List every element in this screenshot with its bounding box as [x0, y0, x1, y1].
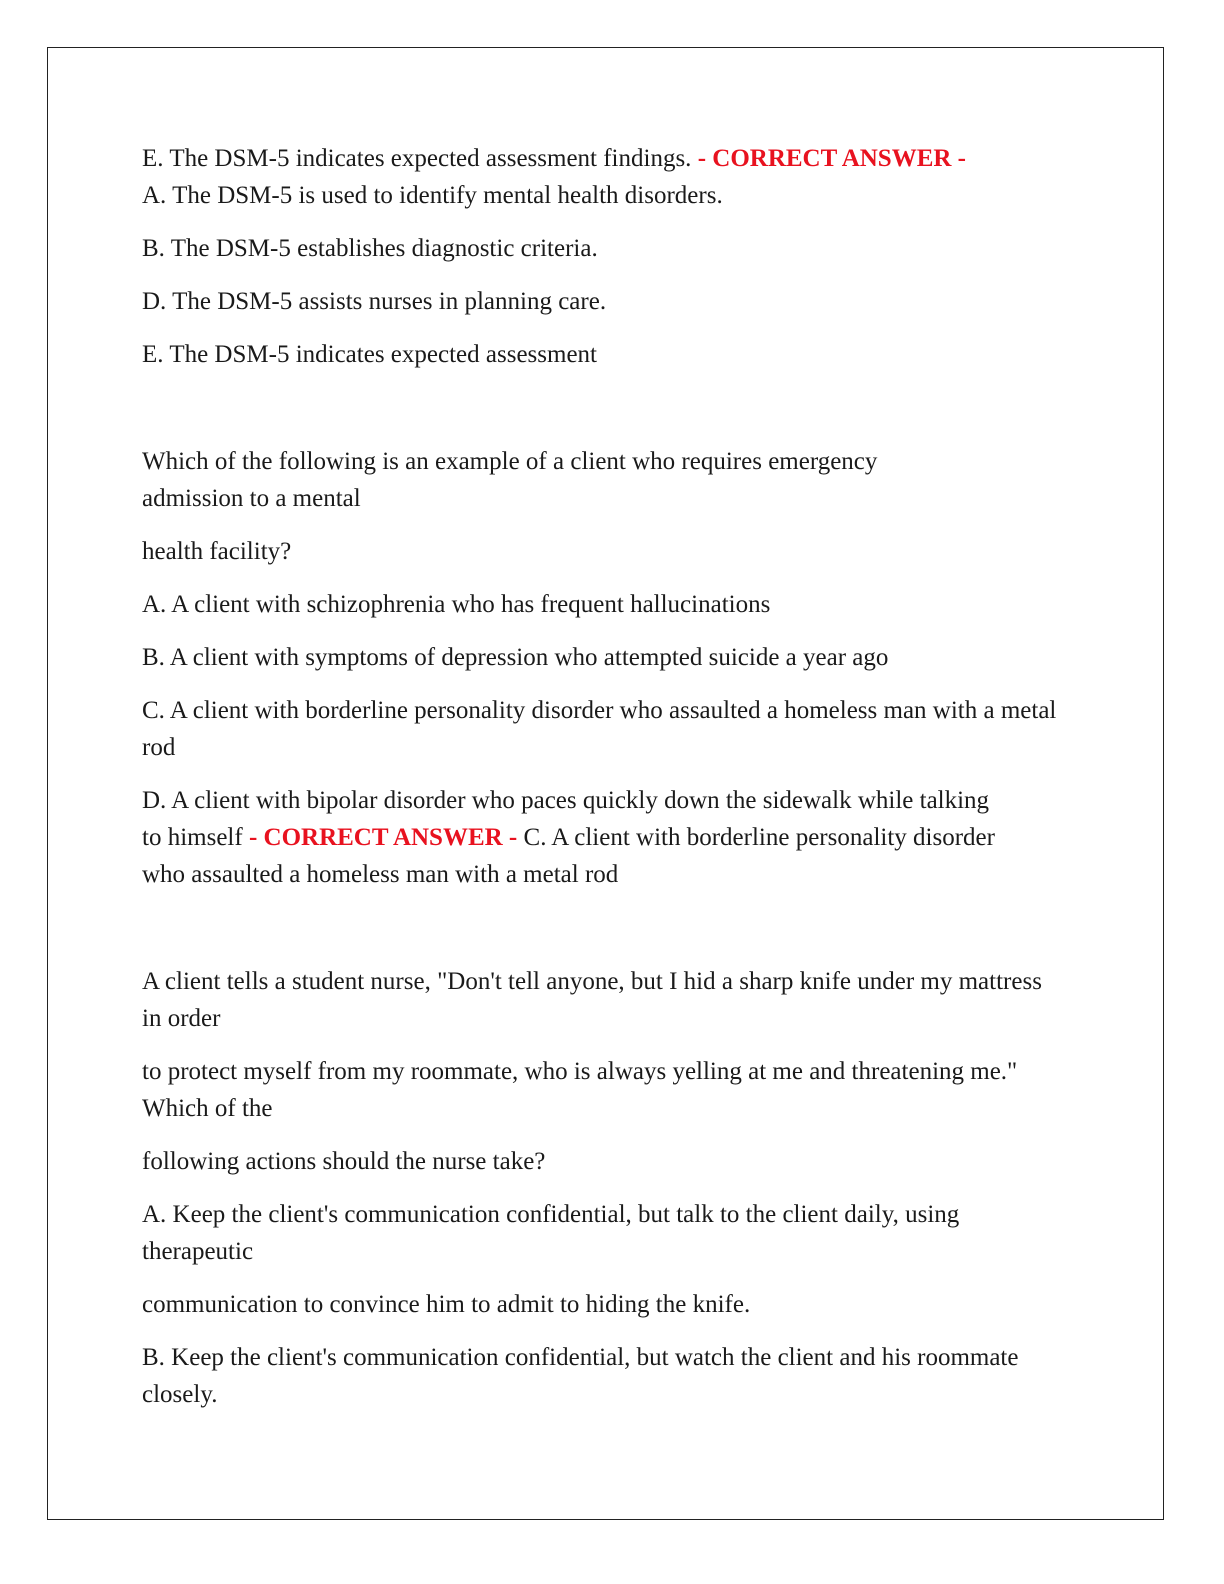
question-text: A client tells a student nurse, "Don't tell anyone, but I hid a sharp knife under my mattress in order: [142, 968, 1042, 1032]
option-c: C. A client with borderline personality disorder who assaulted a homeless man with a metal rod: [142, 697, 1057, 761]
option-b: B. A client with symptoms of depression who attempted suicide a year ago: [142, 644, 889, 671]
option-a: A. A client with schizophrenia who has frequent hallucinations: [142, 591, 771, 618]
option-line: E. The DSM-5 indicates expected assessment: [142, 341, 597, 368]
correct-answer-text: A. The DSM-5 is used to identify mental health disorders.: [142, 182, 723, 209]
option-a: A. Keep the client's communication confidential, but talk to the client daily, using therapeutic: [142, 1201, 960, 1265]
correct-answer-text: C. A client with borderline personality disorder who assaulted a homeless man with a metal rod: [142, 824, 995, 888]
answer-prefix: E. The DSM-5 indicates expected assessment findings.: [142, 145, 692, 172]
option-b: B. Keep the client's communication confidential, but watch the client and his roommate closely.: [142, 1344, 1019, 1408]
question-text: health facility?: [142, 538, 292, 565]
answer-line-dsm: [142, 140, 1082, 214]
document-body: [142, 140, 1082, 1413]
correct-answer-marker: - CORRECT ANSWER -: [248, 824, 518, 851]
option-line: D. The DSM-5 assists nurses in planning care.: [142, 288, 607, 315]
question-text: Which of the following is an example of a client who requires emergency admission to a mental: [142, 448, 878, 512]
option-d: D. A client with bipolar disorder who paces quickly down the sidewalk while talking to himself: [142, 787, 990, 851]
question-text: to protect myself from my roommate, who is always yelling at me and threatening me." Which of the: [142, 1058, 1018, 1122]
option-line: B. The DSM-5 establishes diagnostic criteria.: [142, 235, 598, 262]
option-d-with-answer: [142, 782, 1012, 893]
correct-answer-marker: - CORRECT ANSWER -: [697, 145, 967, 172]
option-a-continued: communication to convince him to admit to hiding the knife.: [142, 1291, 751, 1318]
question-text: following actions should the nurse take?: [142, 1148, 546, 1175]
